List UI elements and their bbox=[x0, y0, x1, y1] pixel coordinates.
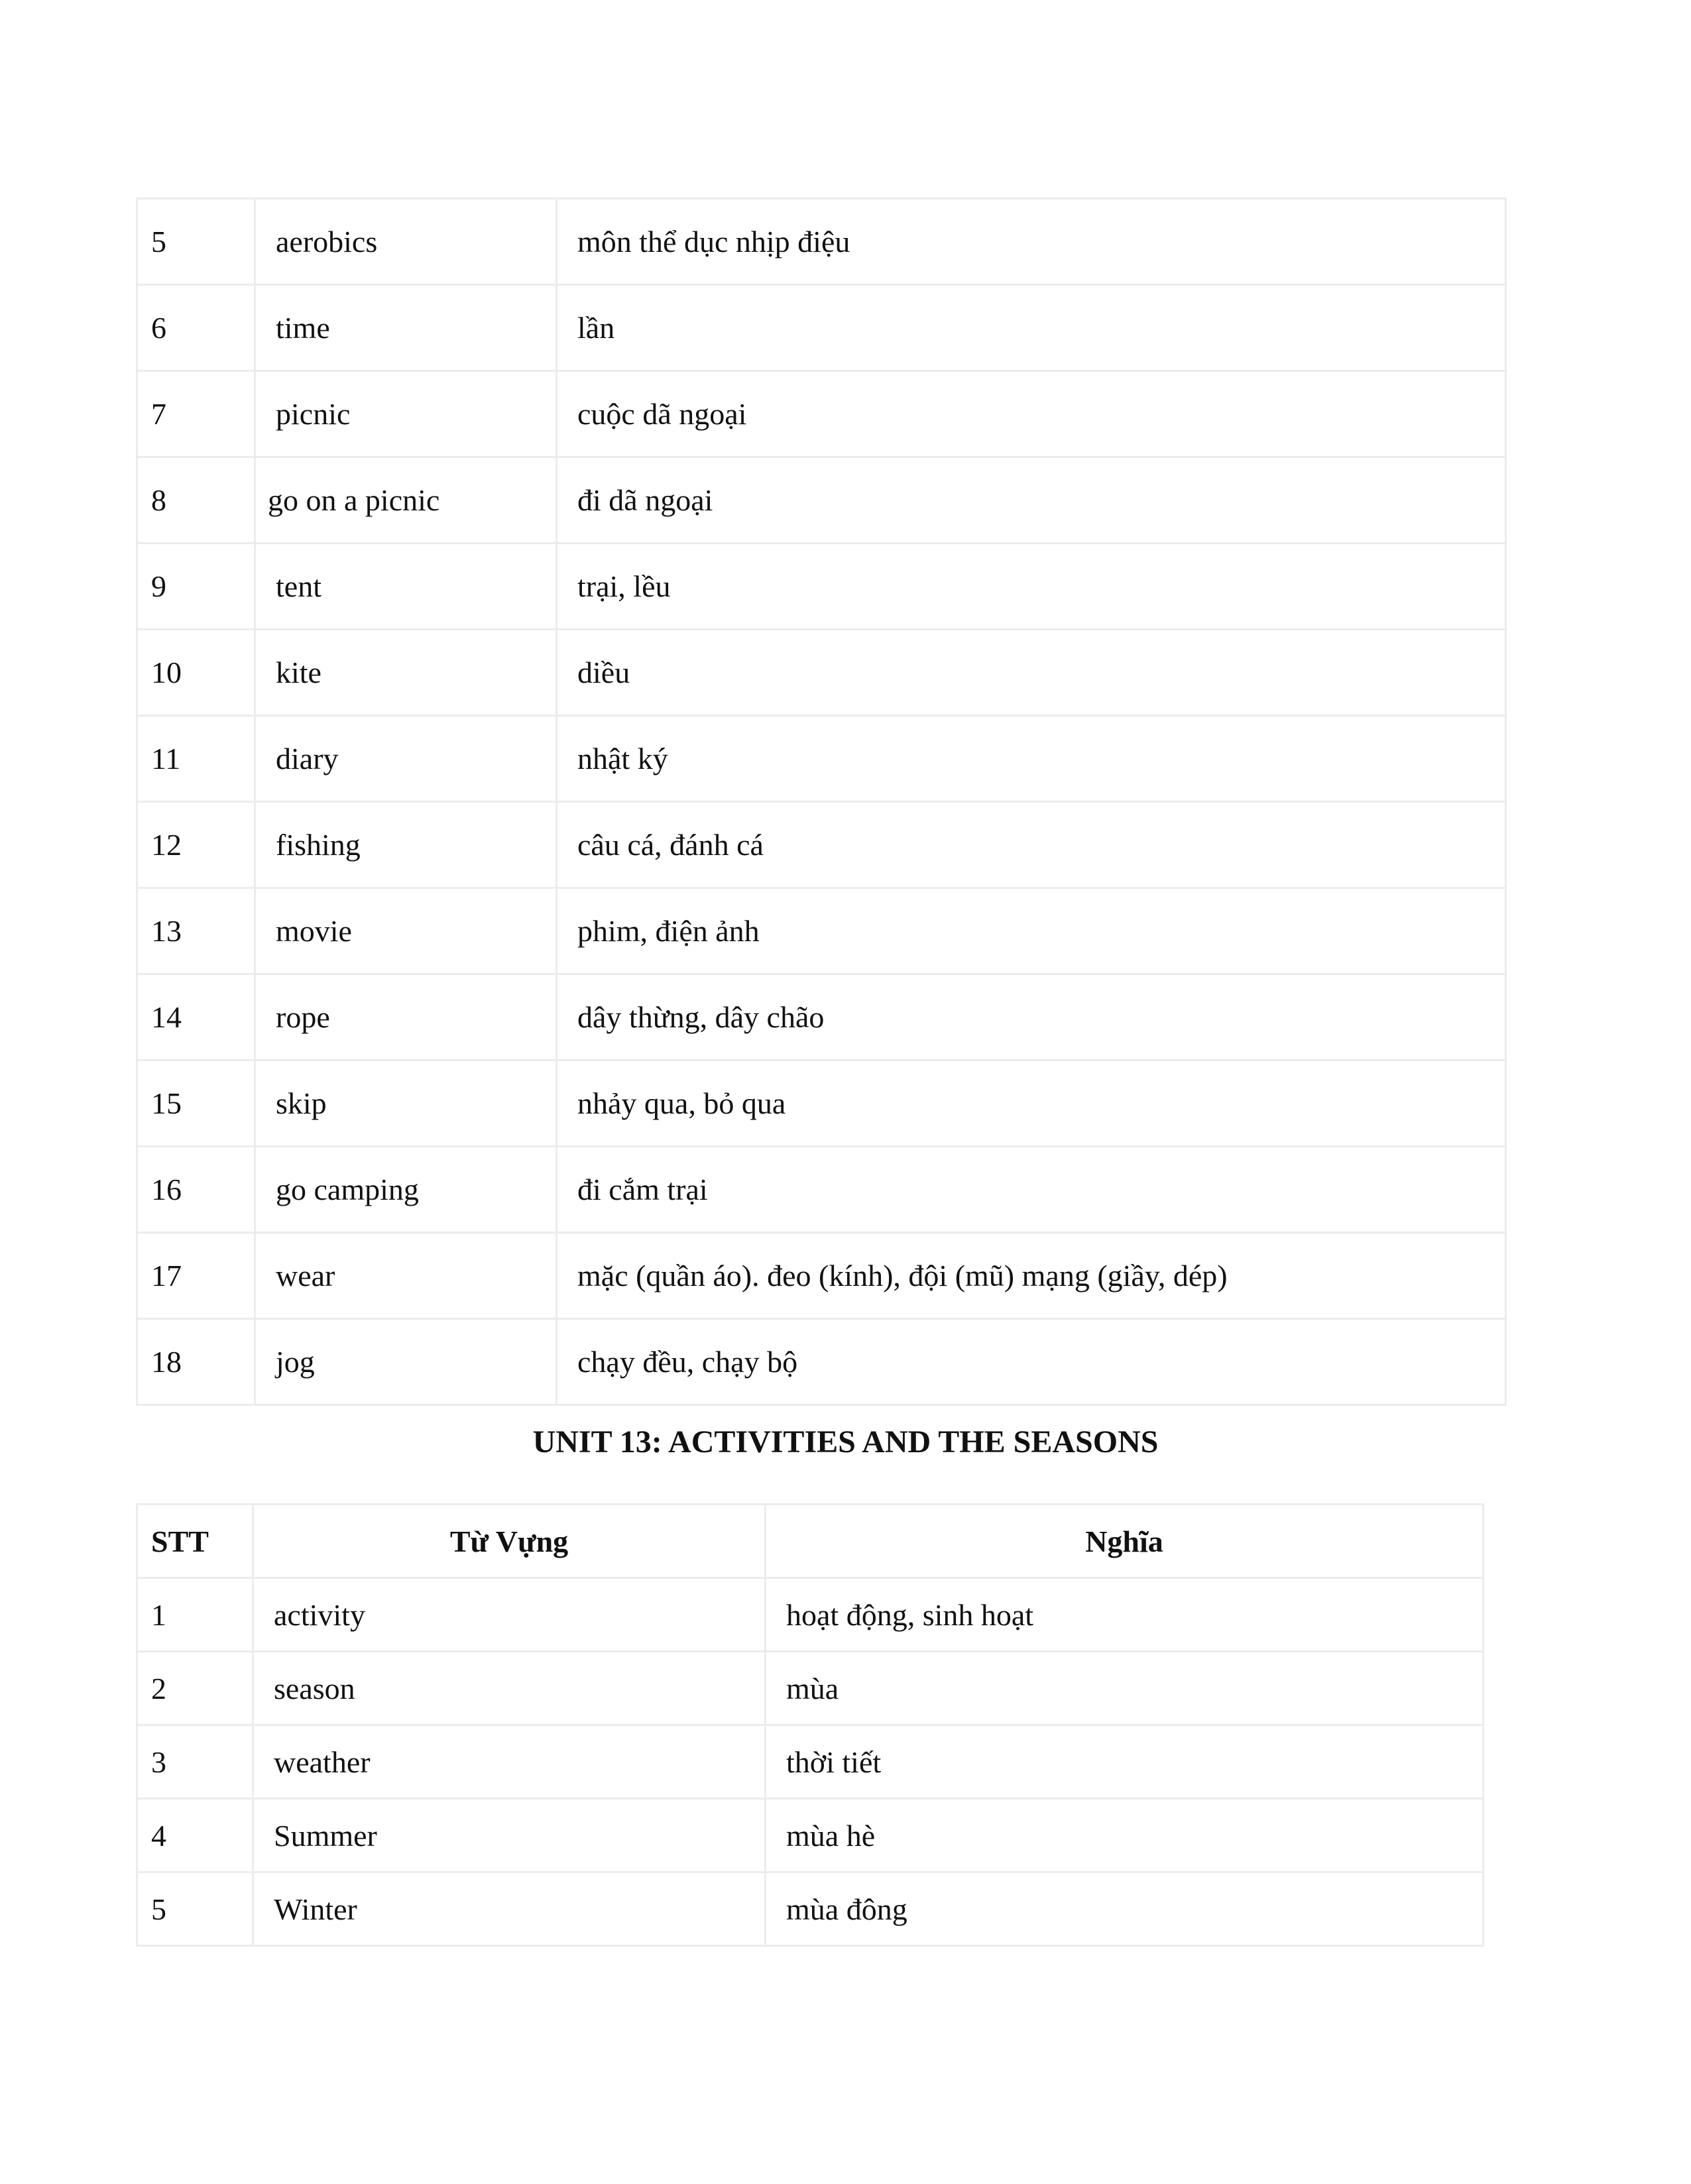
row-number: 17 bbox=[137, 1233, 255, 1319]
word-meaning: cuộc dã ngoại bbox=[557, 371, 1506, 457]
word-meaning: mùa đông bbox=[766, 1872, 1484, 1946]
vocabulary-word: rope bbox=[255, 974, 557, 1061]
row-number: 2 bbox=[137, 1652, 253, 1725]
word-meaning: câu cá, đánh cá bbox=[557, 802, 1506, 888]
table-row bbox=[137, 974, 1506, 1061]
word-meaning: thời tiết bbox=[766, 1725, 1484, 1799]
word-meaning: mặc (quần áo). đeo (kính), đội (mũ) mạng (giầy, dép) bbox=[557, 1233, 1506, 1319]
table-row bbox=[137, 1652, 1484, 1725]
vocabulary-word: Winter bbox=[253, 1872, 766, 1946]
table-row bbox=[137, 457, 1506, 544]
vocabulary-word: diary bbox=[255, 716, 557, 802]
row-number: 6 bbox=[137, 285, 255, 371]
table-row bbox=[137, 1872, 1484, 1946]
vocabulary-word: picnic bbox=[255, 371, 557, 457]
vocabulary-word: tent bbox=[255, 544, 557, 630]
table-row bbox=[137, 285, 1506, 371]
row-number: 16 bbox=[137, 1147, 255, 1233]
row-number: 1 bbox=[137, 1578, 253, 1652]
word-meaning: nhảy qua, bỏ qua bbox=[557, 1061, 1506, 1147]
unit-13-vocabulary-table bbox=[136, 1503, 1484, 1947]
word-meaning: nhật ký bbox=[557, 716, 1506, 802]
vocabulary-word: weather bbox=[253, 1725, 766, 1799]
row-number: 5 bbox=[137, 1872, 253, 1946]
word-meaning: phim, điện ảnh bbox=[557, 888, 1506, 974]
vocabulary-word: time bbox=[255, 285, 557, 371]
word-meaning: đi dã ngoại bbox=[557, 457, 1506, 544]
row-number: 13 bbox=[137, 888, 255, 974]
column-header-meaning: Nghĩa bbox=[766, 1505, 1484, 1578]
column-header-vocabulary: Từ Vựng bbox=[253, 1505, 766, 1578]
word-meaning: mùa hè bbox=[766, 1799, 1484, 1872]
vocabulary-word: kite bbox=[255, 630, 557, 716]
row-number: 11 bbox=[137, 716, 255, 802]
row-number: 10 bbox=[137, 630, 255, 716]
word-meaning: chạy đều, chạy bộ bbox=[557, 1319, 1506, 1405]
table-row bbox=[137, 371, 1506, 457]
vocabulary-word: movie bbox=[255, 888, 557, 974]
table-row bbox=[137, 1147, 1506, 1233]
word-meaning: mùa bbox=[766, 1652, 1484, 1725]
word-meaning: hoạt động, sinh hoạt bbox=[766, 1578, 1484, 1652]
table-row bbox=[137, 544, 1506, 630]
vocabulary-word: aerobics bbox=[255, 199, 557, 285]
vocabulary-word: go on a picnic bbox=[255, 457, 557, 544]
row-number: 18 bbox=[137, 1319, 255, 1405]
table-row bbox=[137, 630, 1506, 716]
vocabulary-word: Summer bbox=[253, 1799, 766, 1872]
word-meaning: diều bbox=[557, 630, 1506, 716]
vocabulary-word: go camping bbox=[255, 1147, 557, 1233]
table-row bbox=[137, 888, 1506, 974]
table-row bbox=[137, 1578, 1484, 1652]
table-row bbox=[137, 199, 1506, 285]
row-number: 12 bbox=[137, 802, 255, 888]
table-row bbox=[137, 1319, 1506, 1405]
word-meaning: lần bbox=[557, 285, 1506, 371]
table-row bbox=[137, 802, 1506, 888]
word-meaning: đi cắm trại bbox=[557, 1147, 1506, 1233]
vocabulary-word: activity bbox=[253, 1578, 766, 1652]
table-row bbox=[137, 716, 1506, 802]
row-number: 5 bbox=[137, 199, 255, 285]
table-row bbox=[137, 1061, 1506, 1147]
table-row bbox=[137, 1725, 1484, 1799]
column-header-stt: STT bbox=[137, 1505, 253, 1578]
word-meaning: dây thừng, dây chão bbox=[557, 974, 1506, 1061]
row-number: 14 bbox=[137, 974, 255, 1061]
table-row bbox=[137, 1799, 1484, 1872]
word-meaning: trại, lều bbox=[557, 544, 1506, 630]
row-number: 4 bbox=[137, 1799, 253, 1872]
row-number: 3 bbox=[137, 1725, 253, 1799]
vocabulary-word: jog bbox=[255, 1319, 557, 1405]
vocabulary-table-continued bbox=[136, 198, 1507, 1406]
table-row bbox=[137, 1233, 1506, 1319]
vocabulary-word: skip bbox=[255, 1061, 557, 1147]
word-meaning: môn thể dục nhịp điệu bbox=[557, 199, 1506, 285]
vocabulary-word: season bbox=[253, 1652, 766, 1725]
row-number: 9 bbox=[137, 544, 255, 630]
unit-13-title: UNIT 13: ACTIVITIES AND THE SEASONS bbox=[532, 1424, 1159, 1460]
vocabulary-word: fishing bbox=[255, 802, 557, 888]
row-number: 8 bbox=[137, 457, 255, 544]
table-header-row bbox=[137, 1505, 1484, 1578]
vocabulary-word: wear bbox=[255, 1233, 557, 1319]
row-number: 15 bbox=[137, 1061, 255, 1147]
row-number: 7 bbox=[137, 371, 255, 457]
